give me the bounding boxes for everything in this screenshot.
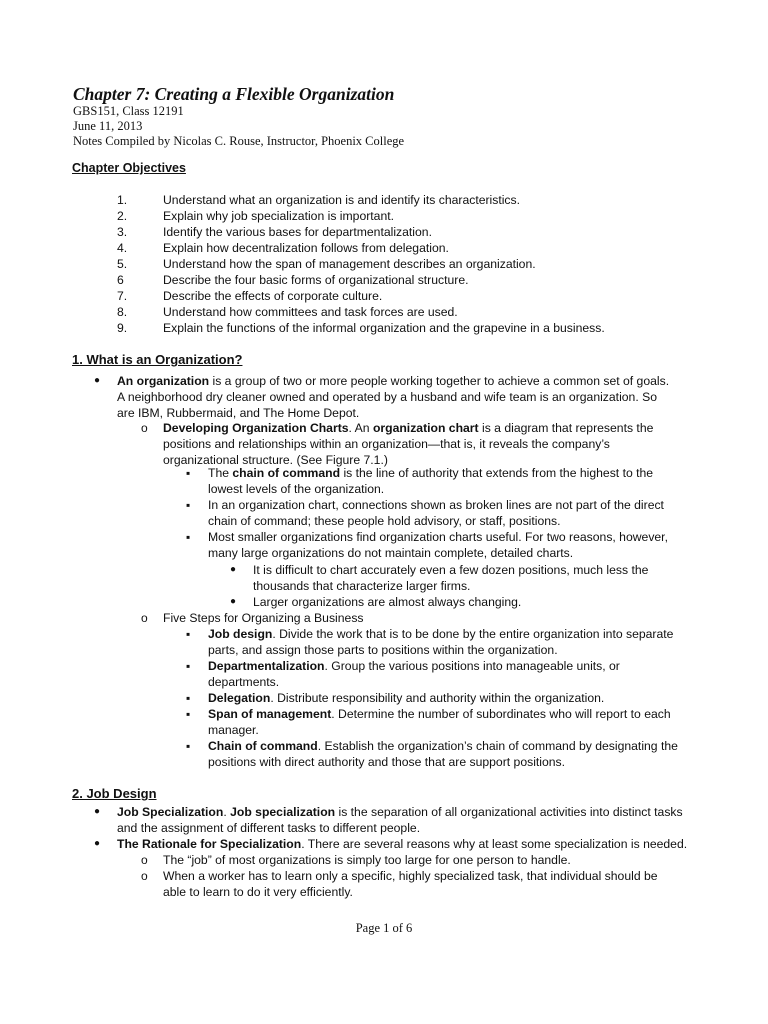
objective-number: 7.: [117, 289, 128, 303]
term-developing-charts: Developing Organization Charts: [163, 421, 349, 435]
objective-text: Describe the effects of corporate culture.: [163, 289, 383, 303]
text-line: When a worker has to learn only a specific, highly specialized task, that individual should be: [163, 869, 658, 883]
text-line: The: [208, 466, 233, 480]
paragraph-delegation: [208, 690, 604, 706]
paragraph-worker-efficiency: [163, 868, 658, 900]
objective-item: [117, 288, 717, 304]
text-line: . Distribute responsibility and authority within the organization.: [270, 691, 605, 705]
term-organization-chart: organization chart: [372, 421, 479, 435]
author-line: Notes Compiled by Nicolas C. Rouse, Instructor, Phoenix College: [73, 134, 405, 148]
paragraph-five-steps: [163, 610, 364, 626]
objective-item: [117, 320, 717, 336]
objective-item: [117, 272, 717, 288]
term-chain-of-command: chain of command: [232, 466, 341, 480]
bullet-circle: o: [141, 869, 148, 883]
objective-number: 1.: [117, 193, 128, 207]
text-line: able to learn to do it very efficiently.: [163, 885, 353, 899]
term-departmentalization: Departmentalization: [208, 659, 325, 673]
objective-item: [117, 240, 717, 256]
text-line: are IBM, Rubbermaid, and The Home Depot.: [117, 406, 360, 420]
objective-number: 6: [117, 273, 124, 287]
paragraph-chain-of-command-step: [208, 738, 678, 770]
objective-item: [117, 192, 717, 208]
term-chain-of-command-step: Chain of command: [208, 739, 318, 753]
text-line: . Divide the work that is to be done by the entire organization into separate: [272, 627, 674, 641]
bullet-circle: o: [141, 853, 148, 867]
bullet-disc: ●: [94, 838, 101, 849]
text-line: . Establish the organization’s chain of command by designating the: [317, 739, 678, 753]
objective-text: Explain why job specialization is important.: [163, 209, 394, 223]
text-line: is a diagram that represents the: [478, 421, 654, 435]
text-line: thousands that characterize larger firms.: [253, 579, 471, 593]
term-job-specialization: Job Specialization: [117, 805, 224, 819]
text-line: . Group the various positions into manageable units, or: [324, 659, 620, 673]
text-line: In an organization chart, connections shown as broken lines are not part of the direct: [208, 498, 664, 512]
document-title: Chapter 7: Creating a Flexible Organization: [73, 84, 395, 104]
objective-number: 5.: [117, 257, 128, 271]
text-line: organizational structure. (See Figure 7.1.): [163, 453, 388, 467]
text-line: Five Steps for Organizing a Business: [163, 611, 364, 625]
objective-item: [117, 208, 717, 224]
text-line: A neighborhood dry cleaner owned and operated by a husband and wife team is an organization. So: [117, 390, 658, 404]
objective-number: 8.: [117, 305, 128, 319]
objective-number: 3.: [117, 225, 128, 239]
text-line: .: [223, 805, 231, 819]
paragraph-job-design: [208, 626, 673, 658]
bullet-square: ▪: [186, 707, 191, 721]
bullet-circle: o: [141, 421, 148, 435]
text-line: The “job” of most organizations is simply too large for one person to handle.: [163, 853, 571, 867]
objective-item: [117, 304, 717, 320]
term-rationale: The Rationale for Specialization: [117, 837, 302, 851]
objective-text: Understand how the span of management describes an organization.: [163, 257, 536, 271]
objective-text: Understand how committees and task forces are used.: [163, 305, 458, 319]
paragraph-chain-of-command: [208, 465, 653, 497]
objectives-heading: Chapter Objectives: [72, 161, 186, 175]
objective-text: Understand what an organization is and identify its characteristics.: [163, 193, 521, 207]
paragraph-job-specialization: [117, 804, 683, 836]
bullet-circle: o: [141, 611, 148, 625]
text-line: Larger organizations are almost always changing.: [253, 595, 522, 609]
text-line: parts, and assign those parts to positions within the organization.: [208, 643, 558, 657]
term-span-of-management: Span of management: [208, 707, 332, 721]
text-line: and the assignment of different tasks to different people.: [117, 821, 421, 835]
paragraph-departmentalization: [208, 658, 620, 690]
objective-number: 4.: [117, 241, 128, 255]
bullet-disc: ●: [94, 806, 101, 817]
objective-number: 9.: [117, 321, 128, 335]
bullet-square: ▪: [186, 659, 191, 673]
paragraph-broken-lines: [208, 497, 664, 529]
text-line: . Determine the number of subordinates who will report to each: [331, 707, 671, 721]
text-line: positions and relationships within an organization—that is, it reveals the company’s: [163, 437, 610, 451]
page-number: Page 1 of 6: [355, 921, 413, 935]
term-delegation: Delegation: [208, 691, 271, 705]
section-heading: 2. Job Design: [72, 786, 157, 801]
bullet-disc: ●: [94, 375, 101, 386]
term-job-design: Job design: [208, 627, 273, 641]
text-line: . There are several reasons why at least some specialization is needed.: [301, 837, 688, 851]
bullet-square: ▪: [186, 627, 191, 641]
bullet-square: ▪: [186, 530, 191, 544]
bullet-disc: ●: [230, 564, 237, 575]
bullet-square: ▪: [186, 739, 191, 753]
term-organization: An organization: [117, 374, 210, 388]
bullet-square: ▪: [186, 498, 191, 512]
text-line: Most smaller organizations find organization charts useful. For two reasons, however,: [208, 530, 668, 544]
text-line: is the separation of all organizational activities into distinct tasks: [335, 805, 683, 819]
paragraph-changing: [253, 594, 521, 610]
text-line: is the line of authority that extends from the highest to the: [340, 466, 654, 480]
bullet-disc: ●: [230, 596, 237, 607]
bullet-square: ▪: [186, 466, 191, 480]
text-line: lowest levels of the organization.: [208, 482, 385, 496]
section-heading: 1. What is an Organization?: [72, 352, 243, 367]
paragraph-job-too-large: [163, 852, 571, 868]
term-job-specialization-def: Job specialization: [230, 805, 336, 819]
text-line: It is difficult to chart accurately even a few dozen positions, much less the: [253, 563, 649, 577]
paragraph-org-charts: [163, 420, 653, 468]
date-line: June 11, 2013: [73, 119, 143, 133]
objective-text: Identify the various bases for departmentalization.: [163, 225, 432, 239]
paragraph-organization: [117, 373, 669, 421]
objective-text: Describe the four basic forms of organizational structure.: [163, 273, 469, 287]
text-line: . An: [348, 421, 373, 435]
text-line: departments.: [208, 675, 280, 689]
objective-text: Explain how decentralization follows from delegation.: [163, 241, 449, 255]
objectives-list: [117, 192, 717, 336]
text-line: positions with direct authority and those that are support positions.: [208, 755, 566, 769]
objective-item: [117, 224, 717, 240]
paragraph-span-of-management: [208, 706, 671, 738]
course-line: GBS151, Class 12191: [73, 104, 184, 118]
text-line: many large organizations do not maintain complete, detailed charts.: [208, 546, 574, 560]
paragraph-difficult: [253, 562, 648, 594]
text-line: chain of command; these people hold advisory, or staff, positions.: [208, 514, 561, 528]
bullet-square: ▪: [186, 691, 191, 705]
objective-text: Explain the functions of the informal organization and the grapevine in a business.: [163, 321, 605, 335]
text-line: manager.: [208, 723, 259, 737]
objective-number: 2.: [117, 209, 128, 223]
text-line: is a group of two or more people working together to achieve a common set of goals.: [209, 374, 670, 388]
paragraph-smaller-orgs: [208, 529, 668, 561]
paragraph-rationale: [117, 836, 687, 852]
objective-item: [117, 256, 717, 272]
